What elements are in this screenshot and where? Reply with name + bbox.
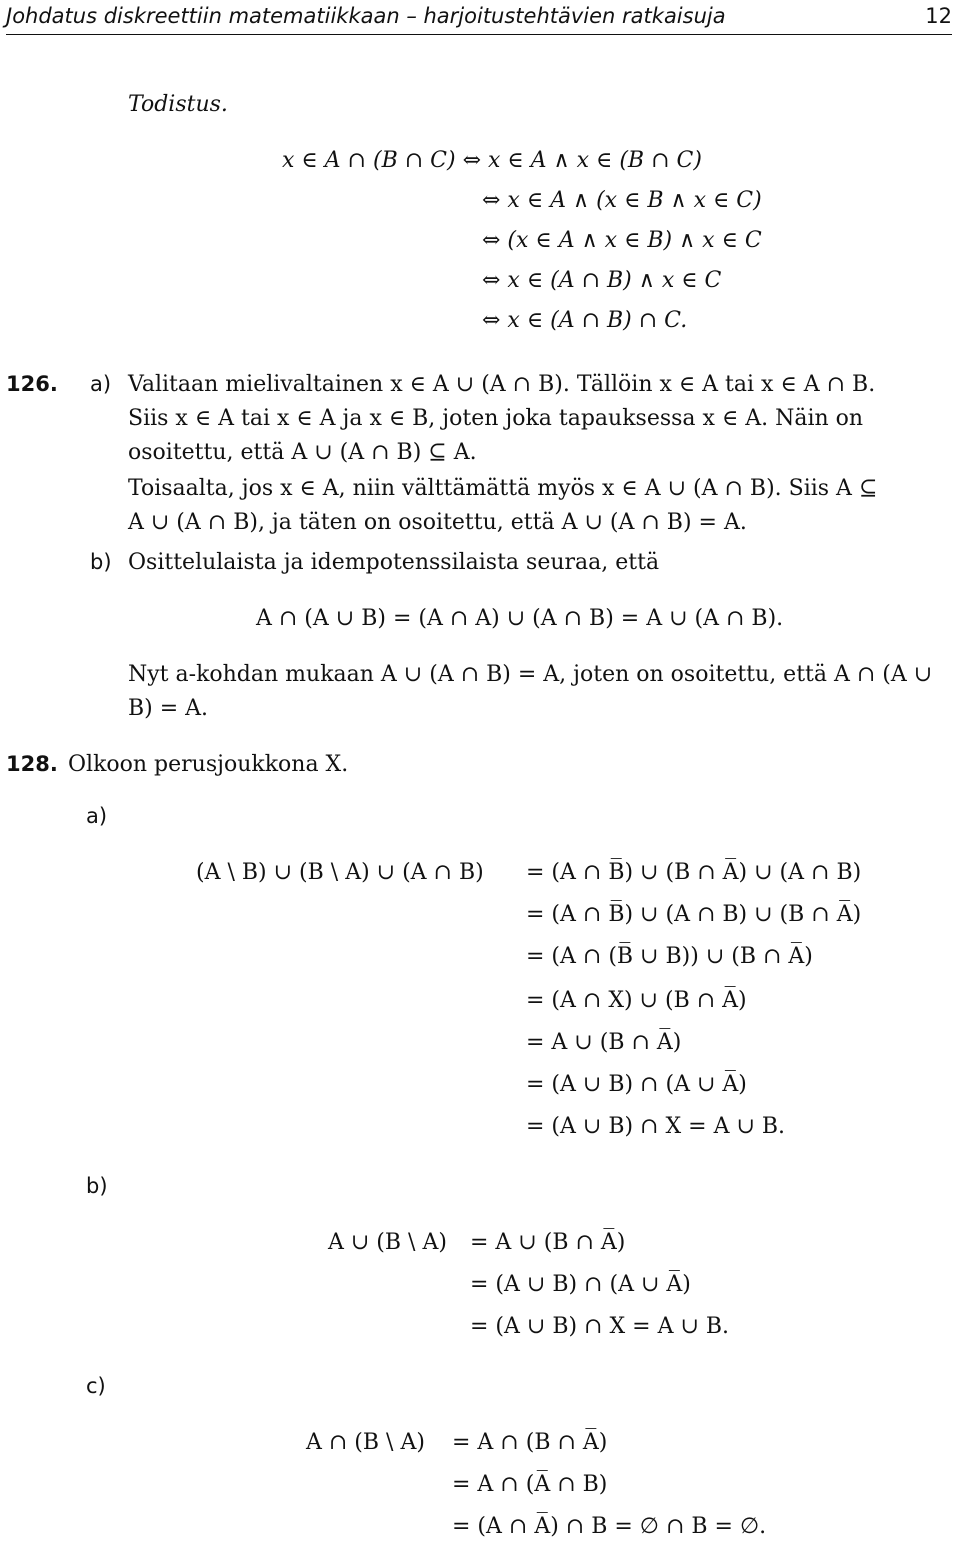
ex128-a-line-2: = (A ∩ B̅) ∪ (A ∩ B) ∪ (B ∩ A̅)	[526, 902, 862, 927]
proof-line-5: ⇔ x ∈ (A ∩ B) ∩ C.	[482, 308, 688, 333]
ex128-intro: Olkoon perusjoukkona X.	[68, 752, 349, 777]
ex126-b-conclusion-1: Nyt a-kohdan mukaan A ∪ (A ∩ B) = A, joten on osoitettu, että A ∩ (A ∪	[128, 662, 933, 687]
part-a-label: a)	[90, 372, 112, 396]
ex128-b-lhs: A ∪ (B \ A)	[328, 1230, 447, 1255]
ex126-b-equation: A ∩ (A ∪ B) = (A ∩ A) ∪ (A ∩ B) = A ∪ (A ∩ B).	[256, 606, 784, 631]
proof-line-1: x ∈ A ∩ (B ∩ C) ⇔ x ∈ A ∧ x ∈ (B ∩ C)	[282, 148, 702, 173]
proof-line-2: ⇔ x ∈ A ∧ (x ∈ B ∧ x ∈ C)	[482, 188, 762, 213]
ex128-a-line-3: = (A ∩ (B̅ ∪ B)) ∪ (B ∩ A̅)	[526, 944, 813, 969]
ex126-a-line-2: Siis x ∈ A tai x ∈ A ja x ∈ B, joten joka tapauksessa x ∈ A. Näin on	[128, 406, 864, 431]
ex128-a-line-7: = (A ∪ B) ∩ X = A ∪ B.	[526, 1114, 786, 1139]
ex128-b-line-2: = (A ∪ B) ∩ (A ∪ A̅)	[470, 1272, 691, 1297]
ex128-a-line-4: = (A ∩ X) ∪ (B ∩ A̅)	[526, 988, 747, 1013]
ex128-part-b-label: b)	[86, 1174, 108, 1198]
ex128-c-line-1: = A ∩ (B ∩ A̅)	[452, 1430, 608, 1455]
ex126-a-line-3: osoitettu, että A ∪ (A ∩ B) ⊆ A.	[128, 440, 477, 465]
exercise-number-128: 128.	[6, 752, 58, 776]
proof-label: Todistus.	[128, 92, 228, 117]
ex126-b-intro: Osittelulaista ja idempotenssilaista seuraa, että	[128, 550, 660, 575]
proof-line-4: ⇔ x ∈ (A ∩ B) ∧ x ∈ C	[482, 268, 722, 293]
ex128-part-c-label: c)	[86, 1374, 106, 1398]
ex126-a-line-4: Toisaalta, jos x ∈ A, niin välttämättä myös x ∈ A ∪ (A ∩ B). Siis A ⊆	[128, 476, 878, 501]
part-b-label: b)	[90, 550, 112, 574]
ex126-a-line-5: A ∪ (A ∩ B), ja täten on osoitettu, että A ∪ (A ∩ B) = A.	[128, 510, 747, 535]
ex128-a-line-1: = (A ∩ B̅) ∪ (B ∩ A̅) ∪ (A ∩ B)	[526, 860, 862, 885]
page-number: 12	[925, 4, 952, 28]
ex128-b-line-3: = (A ∪ B) ∩ X = A ∪ B.	[470, 1314, 730, 1339]
document-title: Johdatus diskreettiin matematiikkaan – harjoitustehtävien ratkaisuja	[6, 4, 726, 28]
ex126-b-conclusion-2: B) = A.	[128, 696, 209, 721]
ex128-a-lhs: (A \ B) ∪ (B \ A) ∪ (A ∩ B)	[196, 860, 484, 885]
ex126-a-line-1: Valitaan mielivaltainen x ∈ A ∪ (A ∩ B). Tällöin x ∈ A tai x ∈ A ∩ B.	[128, 372, 876, 397]
ex128-c-line-2: = A ∩ (A̅ ∩ B)	[452, 1472, 608, 1497]
ex128-b-line-1: = A ∪ (B ∩ A̅)	[470, 1230, 626, 1255]
proof-line-3: ⇔ (x ∈ A ∧ x ∈ B) ∧ x ∈ C	[482, 228, 762, 253]
page-header	[6, 0, 952, 35]
ex128-a-line-5: = A ∪ (B ∩ A̅)	[526, 1030, 682, 1055]
ex128-c-lhs: A ∩ (B \ A)	[306, 1430, 425, 1455]
ex128-c-line-3: = (A ∩ A̅) ∩ B = ∅ ∩ B = ∅.	[452, 1514, 767, 1539]
ex128-part-a-label: a)	[86, 804, 108, 828]
ex128-a-line-6: = (A ∪ B) ∩ (A ∪ A̅)	[526, 1072, 747, 1097]
exercise-number-126: 126.	[6, 372, 58, 396]
